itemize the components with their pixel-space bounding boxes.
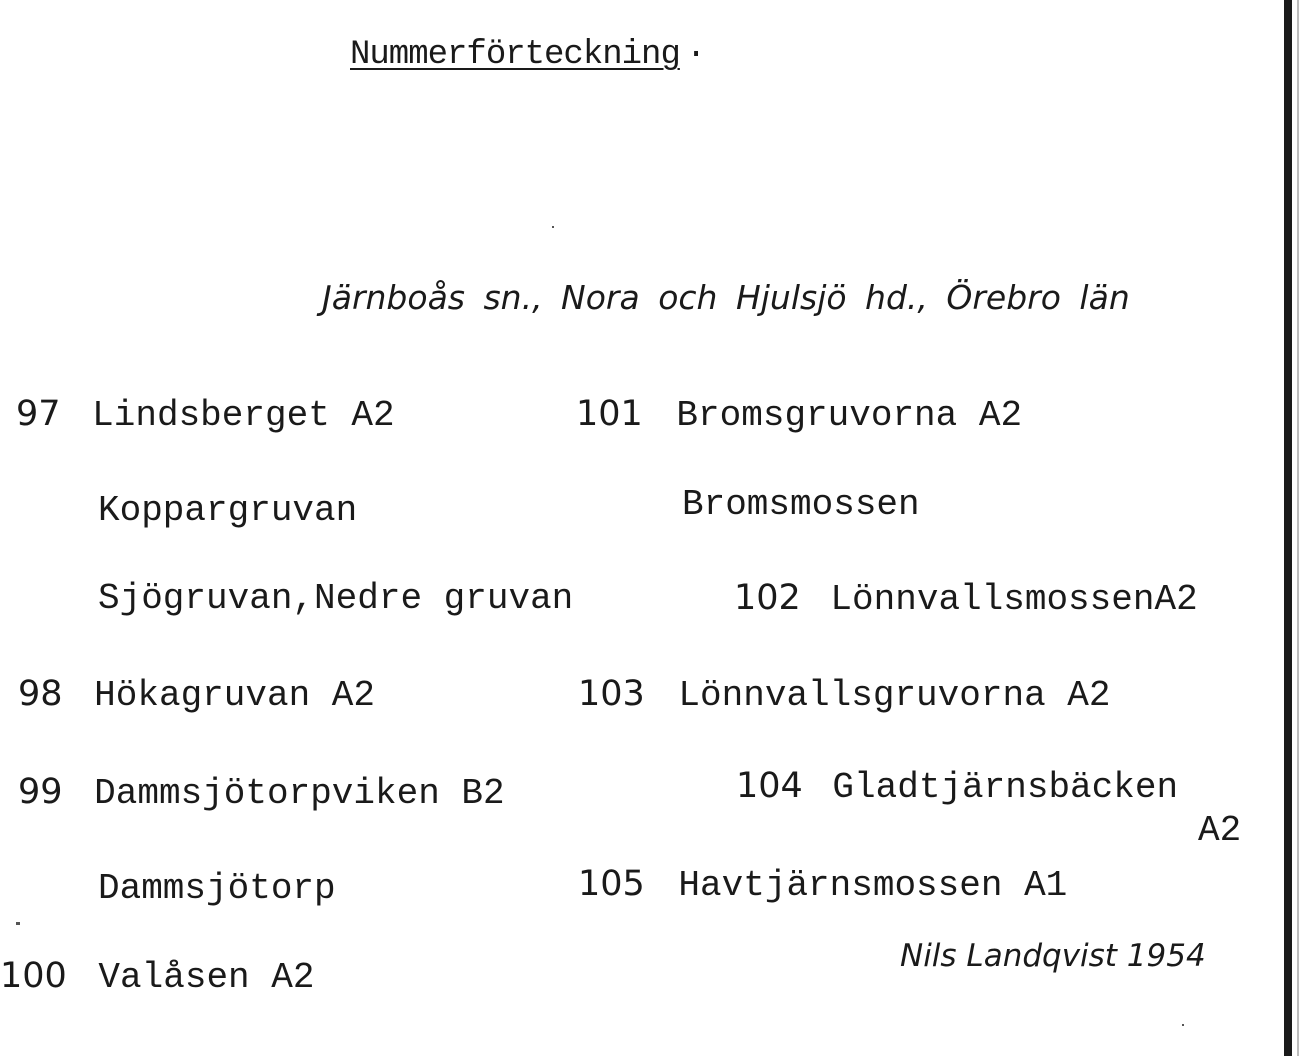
list-item	[98, 868, 336, 909]
scan-speck	[1182, 1024, 1184, 1026]
entry-name: Havtjärnsmossen A1	[678, 865, 1068, 906]
list-item-98	[18, 674, 375, 716]
entry-number: 98	[18, 674, 63, 714]
entry-name: Koppargruvan	[98, 490, 358, 531]
list-item	[98, 490, 357, 531]
list-item	[682, 484, 920, 525]
region-subtitle: Järnboås sn., Nora och Hjulsjö hd., Örebro län	[322, 278, 1130, 317]
list-item-104	[736, 766, 1178, 808]
entry-name: Hökagruvan A2	[94, 675, 376, 716]
entry-name: Sjögruvan,Nedre gruvan	[98, 578, 574, 619]
entry-number: 102	[734, 578, 801, 618]
page-edge-shadow	[1284, 0, 1292, 1056]
list-item-102	[734, 578, 1198, 620]
entry-number: 97	[16, 394, 61, 434]
list-item-100	[0, 956, 314, 998]
entry-name: Valåsen A2	[98, 957, 315, 998]
list-item-97	[16, 394, 395, 436]
title-mark: ·	[685, 36, 706, 74]
entry-number: 104	[736, 766, 803, 806]
scan-speck	[552, 226, 554, 228]
entry-name: Lönnvallsgruvorna A2	[678, 675, 1111, 716]
entry-number: 105	[578, 864, 645, 904]
list-item-103	[578, 674, 1111, 716]
list-item	[1198, 810, 1241, 851]
entry-number: 103	[578, 674, 645, 714]
entry-name: LönnvallsmossenA2	[830, 579, 1198, 620]
entry-number: 101	[576, 394, 643, 434]
title-text: Nummerförteckning	[350, 36, 680, 74]
list-item	[98, 578, 573, 619]
list-item-99	[18, 772, 505, 814]
entry-name: Dammsjötorp	[98, 868, 336, 909]
list-item-105	[578, 864, 1067, 906]
entry-name: Dammsjötorpviken B2	[94, 773, 505, 814]
entry-name: Gladtjärnsbäcken	[832, 767, 1179, 808]
list-item-101	[576, 394, 1022, 436]
entry-name: Bromsgruvorna A2	[676, 395, 1023, 436]
page-edge-line	[1297, 0, 1299, 1056]
signature: Nils Landqvist 1954	[900, 938, 1206, 974]
scan-speck	[16, 922, 20, 925]
entry-name: Bromsmossen	[682, 484, 920, 525]
entry-name: Lindsberget A2	[92, 395, 395, 436]
page-title	[350, 36, 705, 74]
entry-name: A2	[1198, 810, 1242, 851]
entry-number: 100	[0, 956, 67, 996]
entry-number: 99	[18, 772, 63, 812]
